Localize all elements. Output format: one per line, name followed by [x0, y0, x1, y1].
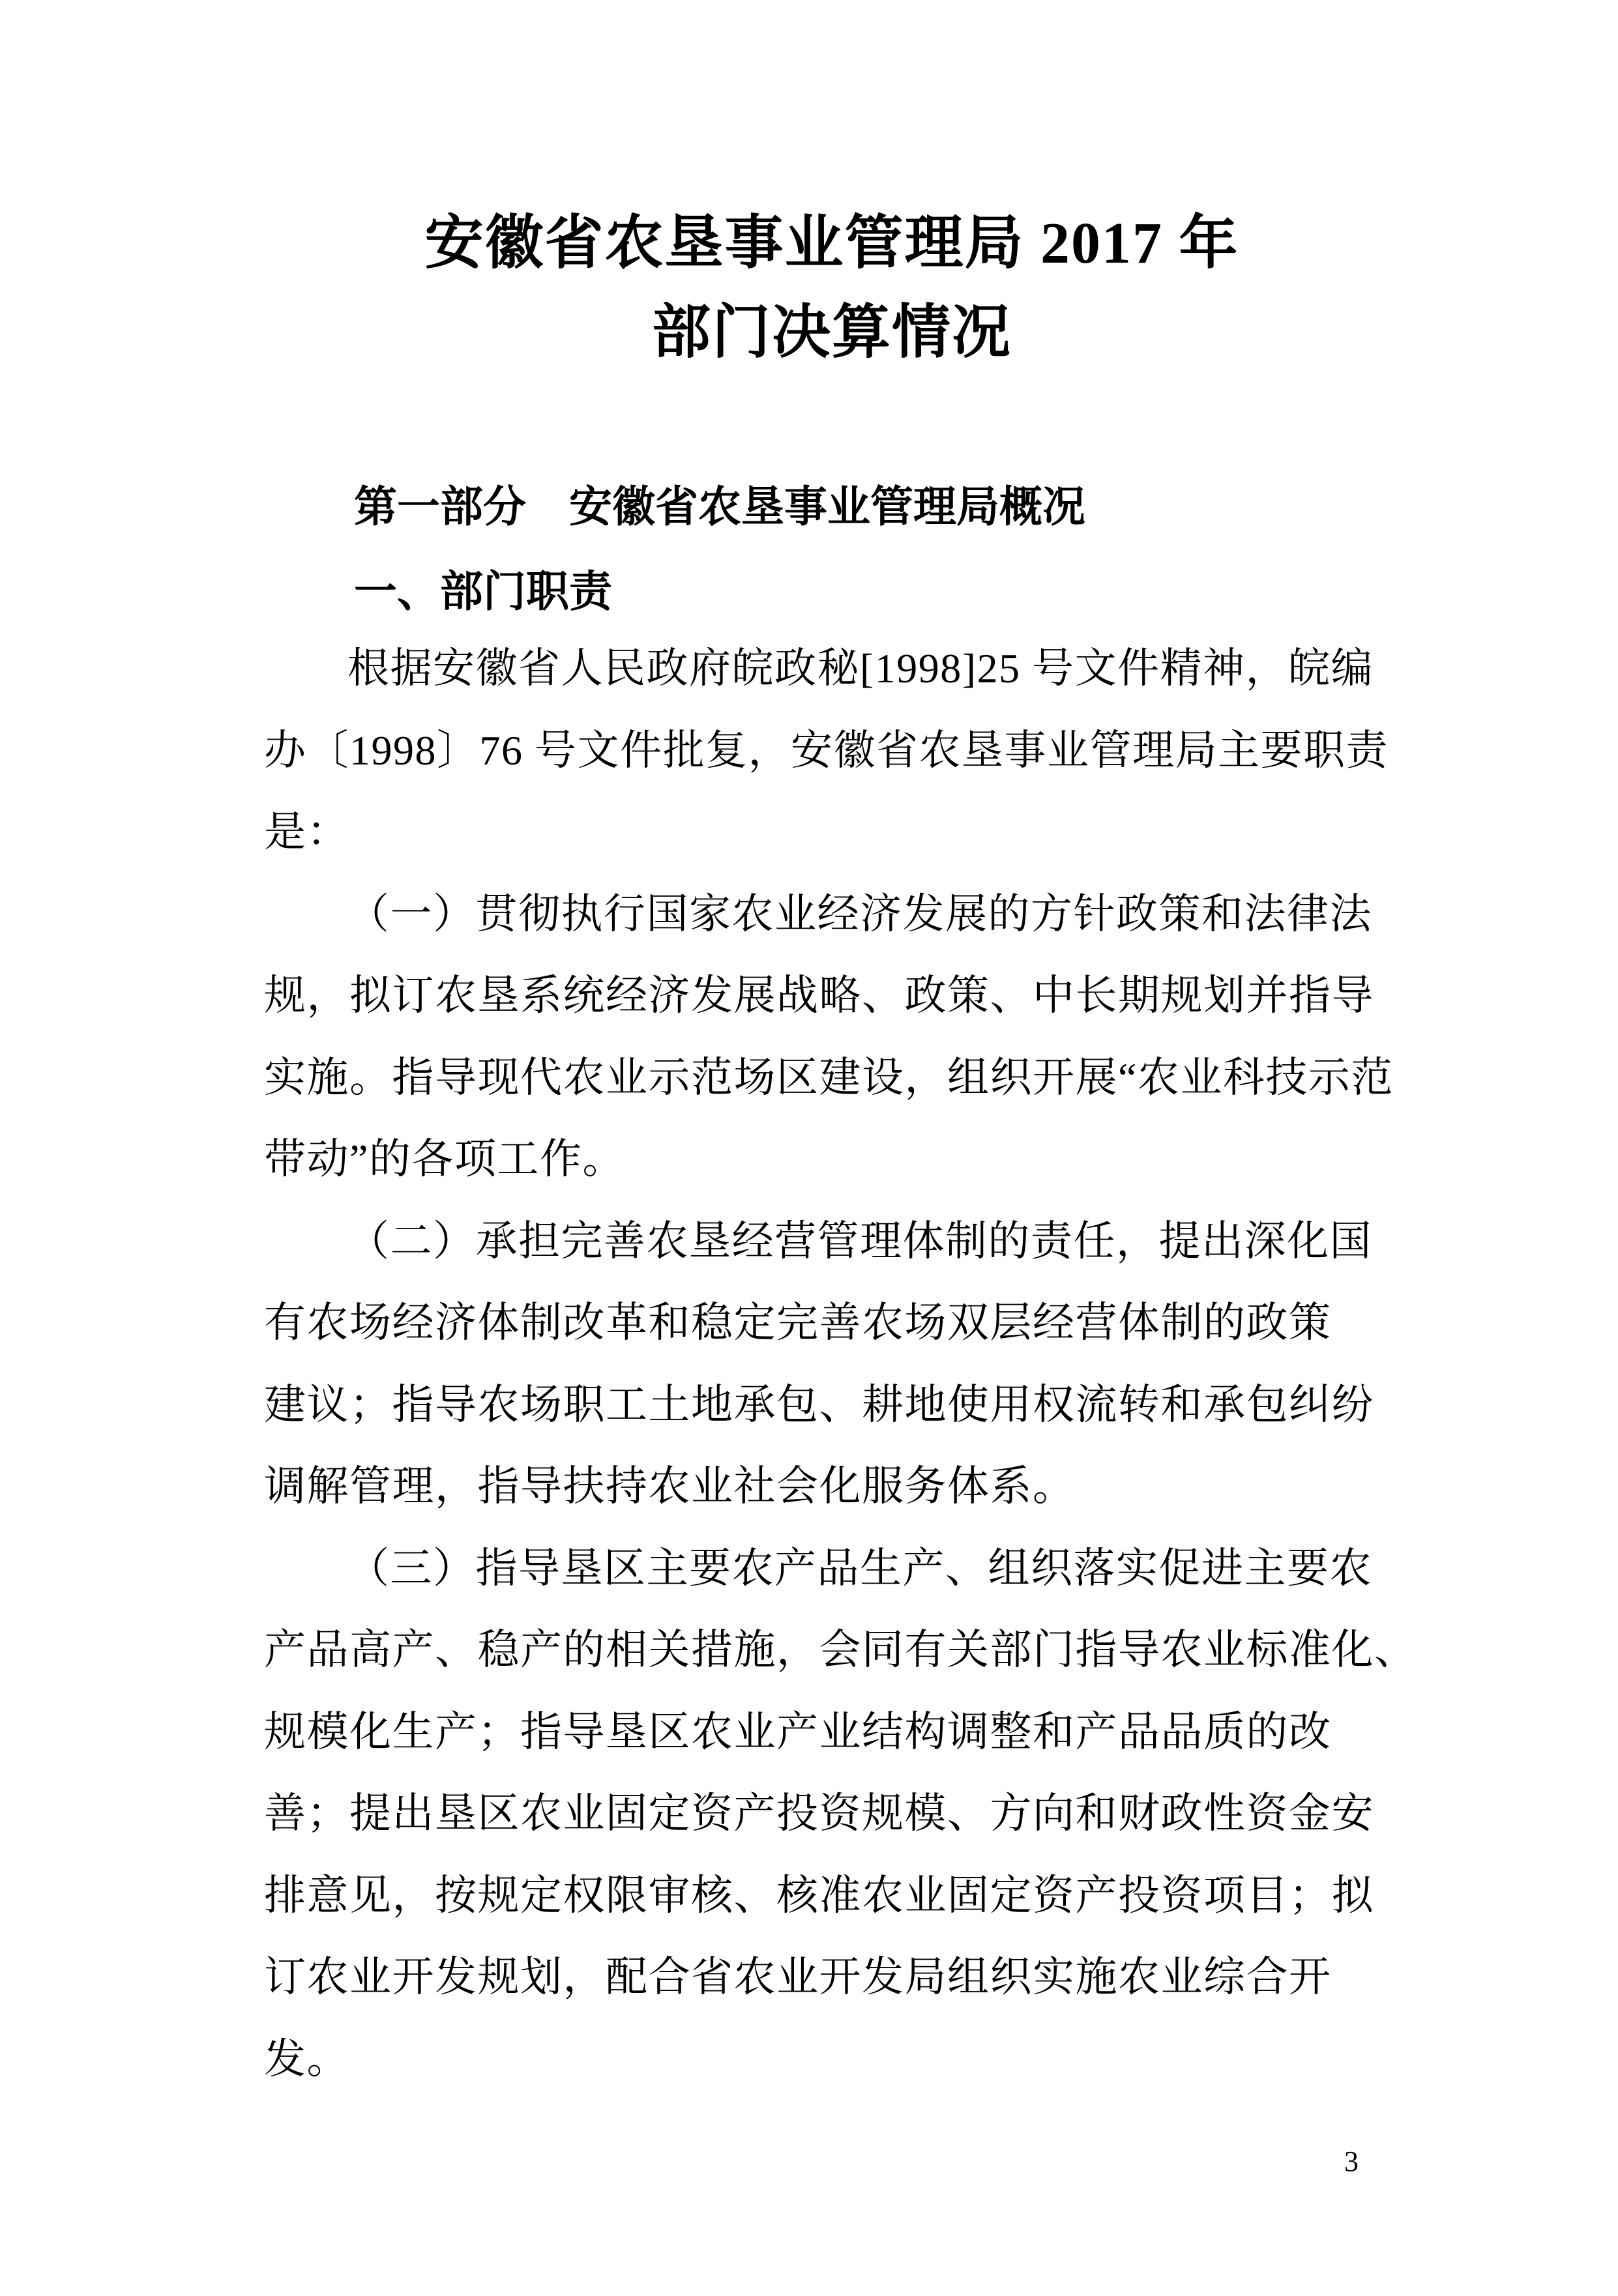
part1-heading: 第一部分 安徽省农垦事业管理局概况: [354, 482, 1085, 530]
body-line: 有农场经济体制改革和稳定完善农场双层经营体制的政策: [264, 1300, 1332, 1346]
body-line: 善；提出垦区农业固定资产投资规模、方向和财政性资金安: [264, 1790, 1374, 1837]
body-line: 根据安徽省人民政府皖政秘[1998]25 号文件精神，皖编: [347, 645, 1374, 691]
body-line: 排意见，按规定权限审核、核准农业固定资产投资项目；拟: [264, 1872, 1374, 1919]
body-line: 是：: [264, 809, 349, 855]
duty-heading: 一、部门职责: [354, 567, 612, 615]
body-line: 订农业开发规划，配合省农业开发局组织实施农业综合开: [264, 1954, 1332, 2000]
document-title-line1: 安徽省农垦事业管理局 2017 年: [424, 211, 1239, 276]
body-line: 实施。指导现代农业示范场区建设，组织开展“农业科技示范: [264, 1054, 1394, 1101]
body-line: （一）贯彻执行国家农业经济发展的方针政策和法律法: [347, 890, 1372, 937]
page-number: 3: [1344, 2145, 1359, 2177]
document-title: [23, 199, 1618, 377]
body-line: 带动”的各项工作。: [264, 1136, 625, 1182]
body-line: （三）指导垦区主要农产品生产、组织落实促进主要农: [347, 1545, 1372, 1591]
body-line: 规，拟订农垦系统经济发展战略、政策、中长期规划并指导: [264, 972, 1374, 1019]
body-line: 发。: [264, 2035, 349, 2082]
body-line: 调解管理，指导扶持农业社会化服务体系。: [264, 1463, 1076, 1509]
body-line: 规模化生产；指导垦区农业产业结构调整和产品品质的改: [264, 1708, 1332, 1755]
document-title-line2: 部门决算情况: [652, 300, 1012, 365]
body-line: 办〔1998〕76 号文件批复，安徽省农垦事业管理局主要职责: [264, 727, 1389, 774]
body-line: （二）承担完善农垦经营管理体制的责任，提出深化国: [347, 1217, 1372, 1264]
body-line: 产品高产、稳产的相关措施，会同有关部门指导农业标准化、: [264, 1627, 1417, 1673]
body-text: [264, 628, 1417, 2100]
body-line: 建议；指导农场职工土地承包、耕地使用权流转和承包纠纷: [264, 1381, 1374, 1428]
